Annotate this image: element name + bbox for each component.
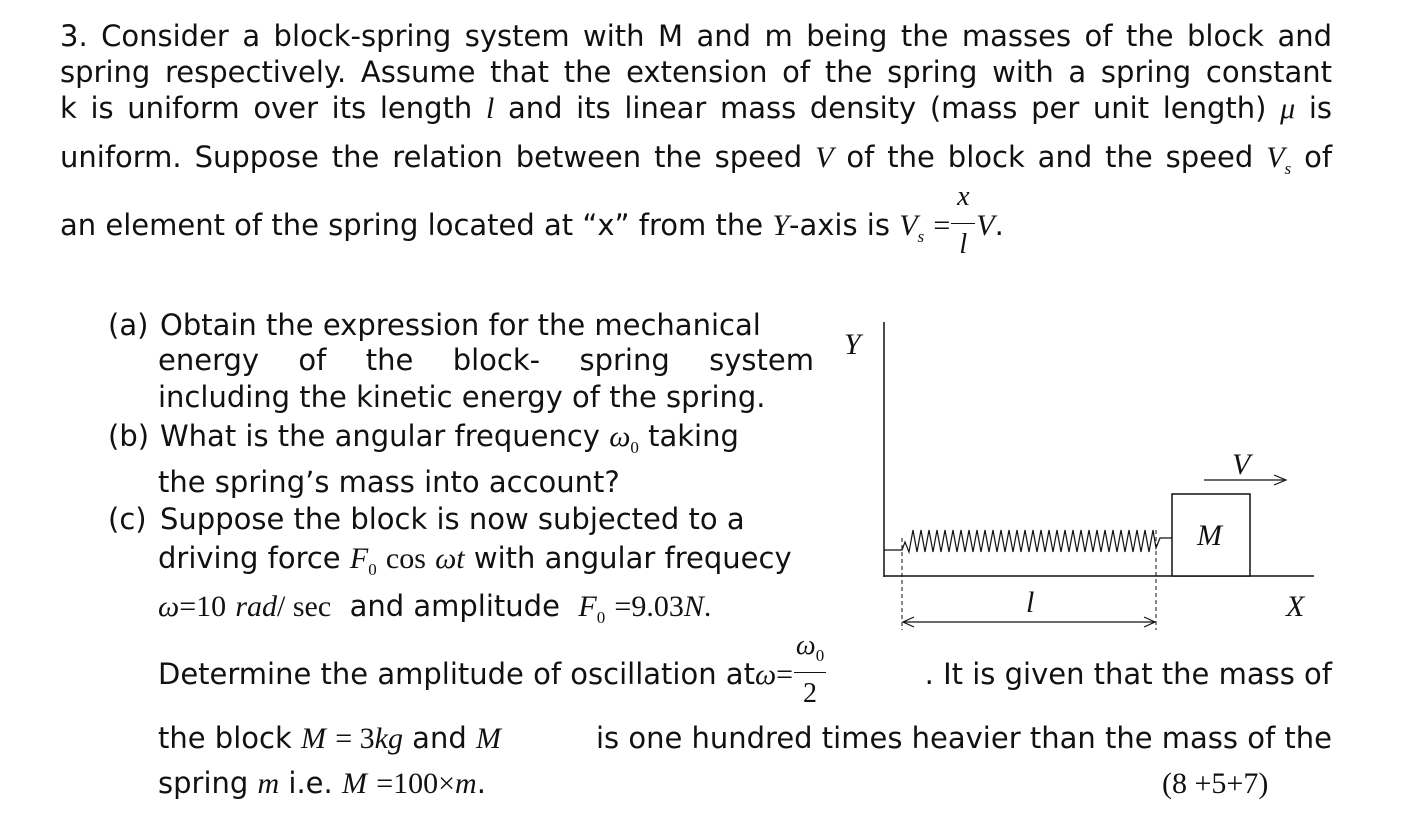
part-c-text-1: Suppose the block is now subjected to a [160,502,745,536]
determine-text-2a: the block [158,721,292,755]
intro-text-4a: uniform. Suppose the relation between the speed [60,140,803,174]
omega-value-expression: ω=10 rad/ sec [158,590,332,623]
part-b-text-2: the spring’s mass into account? [158,465,620,499]
determine-line-3 [158,766,486,800]
determine-line-1 [158,630,1332,709]
word-ie: i.e. [288,766,333,800]
word-is: is [1308,91,1333,125]
part-c-line-3 [158,589,712,627]
symbol-Y: Y [772,209,790,242]
length-label: l [1026,586,1035,619]
determine-text-2b: is one hundred times heavier than the mass of the [595,721,1332,755]
determine-text-1a: Determine the amplitude of oscillation at [158,657,755,691]
intro-text-1: Consider a block-spring system with M and m being the masses of the block and [101,19,1332,53]
determine-line-2 [158,721,1332,755]
symbol-Vs: $V_s$ [1266,141,1292,178]
block-spring-diagram [830,320,1350,640]
intro-text-2: spring respectively. Assume that the extension of the spring with a spring constant [60,55,1332,89]
problem-number: 3. [60,19,88,53]
symbol-mu: μ [1280,92,1296,125]
intro-text-4b: of the block and the speed [846,140,1254,174]
symbol-V: V [815,141,834,174]
amplitude-value-expression: $F_0 =9.03N$. [578,590,712,627]
part-a-label: (a) [108,308,149,342]
x-axis-label: X [1286,590,1305,623]
driving-force-expression: $F_0$ cos ωt [349,542,465,579]
intro-line-5 [60,181,1004,260]
mass-relation-expression: M =100×m. [341,766,486,800]
part-a-text-2: energy of the block- spring system [158,343,814,377]
determine-text-3a: spring [158,766,249,800]
intro-text-5b: -axis is [789,208,890,242]
part-c-label: (c) [108,502,147,536]
spring-coil [884,530,1172,552]
part-b-label: (b) [108,419,150,453]
omega-zero-symbol: $\omega_0$ [609,420,639,457]
part-c-text-2b: with angular frequecy [473,541,792,575]
part-c-line-2 [158,541,792,579]
part-b-text-1a: What is the angular frequency [160,419,600,453]
block-label: M [1197,519,1222,552]
part-a-line-1 [108,308,814,342]
y-axis-label: Y [844,328,861,361]
word-of: of [1304,140,1333,174]
block-mass-expression: M = 3kg [300,722,403,755]
velocity-relation-equation: $V_s$ = $\frac{x}{l}$ V. [899,181,1004,260]
velocity-label: V [1232,448,1251,481]
part-b-text-1b: taking [648,419,739,453]
intro-text-3b: and its linear mass density (mass per unit length) [507,91,1267,125]
part-a-text-3: including the kinetic energy of the spring. [158,380,766,414]
part-a-line-3 [158,380,766,414]
intro-line-1 [60,19,1332,53]
part-c-line-1 [108,502,745,536]
part-c-text-3: and amplitude [349,589,560,623]
word-and: and [412,721,467,755]
part-c-text-2a: driving force [158,541,341,575]
determine-text-1b: . It is given that the mass of [924,657,1332,691]
part-b-line-2 [158,465,620,499]
intro-line-4 [60,140,1333,178]
intro-line-3 [60,91,1333,125]
symbol-m: m [257,767,280,800]
symbol-l: l [485,92,495,125]
part-a-text-1: Obtain the expression for the mechanical [160,308,761,342]
omega-half-expression: ω= $\frac{\omega_0}{2}$ [754,630,825,709]
part-a-line-2 [158,343,814,377]
intro-text-5a: an element of the spring located at “x” from the [60,208,764,242]
intro-text-3a: k is uniform over its length [60,91,473,125]
symbol-M: M [475,722,501,755]
part-b-line-1 [108,419,739,457]
intro-line-2 [60,55,1332,89]
marks-allocation: (8 +5+7) [1162,767,1269,800]
